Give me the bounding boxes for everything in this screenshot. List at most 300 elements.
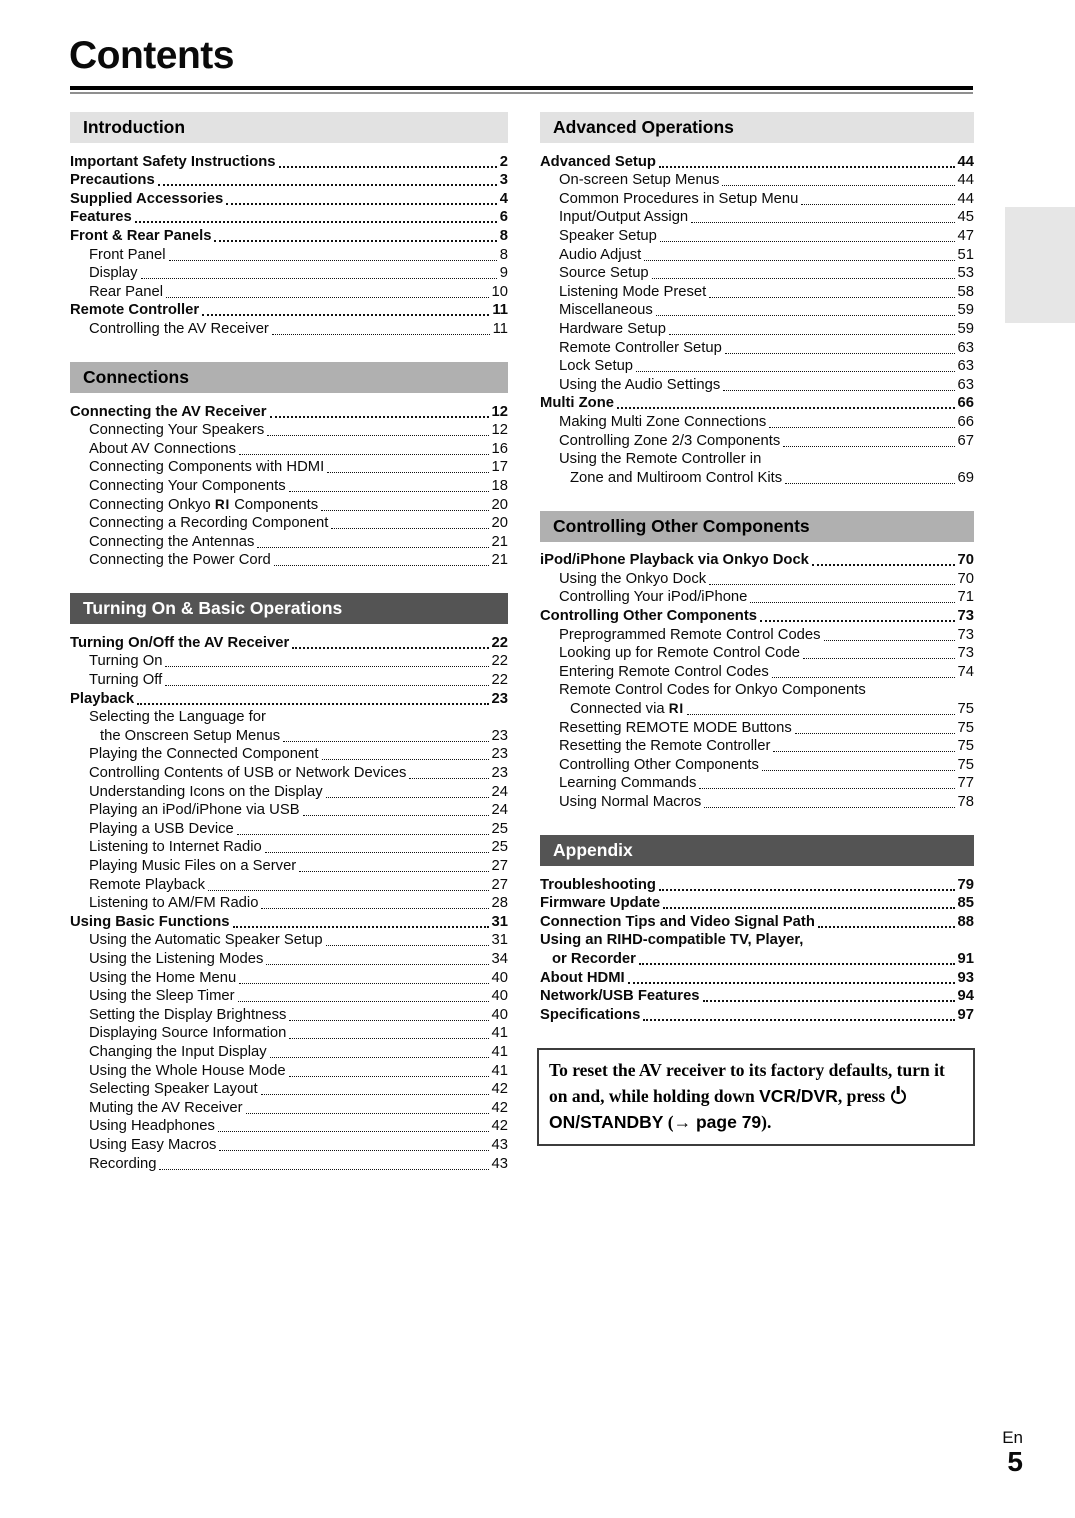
toc-entry bbox=[70, 1061, 508, 1080]
dot-leader bbox=[233, 926, 489, 928]
toc-entry bbox=[540, 931, 974, 950]
toc-page-number: 85 bbox=[957, 895, 974, 912]
toc-entry bbox=[540, 245, 974, 264]
arrow-icon: → bbox=[673, 1112, 696, 1132]
dot-leader bbox=[239, 983, 488, 984]
toc-entry-text: Common Procedures in Setup Menu bbox=[559, 190, 799, 207]
dot-leader bbox=[274, 565, 489, 566]
toc-page-number: 44 bbox=[957, 172, 974, 189]
toc-entry-text: Advanced Setup bbox=[540, 153, 656, 170]
toc-entry-text: Playing an iPod/iPhone via USB bbox=[89, 802, 300, 819]
dot-leader bbox=[659, 889, 955, 891]
toc-page-number: 77 bbox=[957, 775, 974, 792]
toc-entry-text bbox=[89, 496, 318, 514]
toc-entry-text: Hardware Setup bbox=[559, 320, 666, 337]
toc-entry bbox=[70, 152, 508, 171]
toc-entry bbox=[70, 931, 508, 950]
section-header-controlling-other-components: Controlling Other Components bbox=[540, 511, 974, 542]
toc-entry bbox=[70, 476, 508, 495]
toc-page-number: 12 bbox=[491, 403, 508, 420]
toc-page-number: 59 bbox=[957, 302, 974, 319]
dot-leader bbox=[762, 770, 955, 771]
dot-leader bbox=[723, 390, 954, 391]
toc-page-number: 28 bbox=[491, 895, 508, 912]
toc-entry-text: Selecting Speaker Layout bbox=[89, 1081, 258, 1098]
dot-leader bbox=[214, 240, 496, 242]
toc-entry bbox=[70, 319, 508, 338]
toc-list-advanced-operations bbox=[540, 152, 974, 487]
toc-entry-text: Controlling Contents of USB or Network Devices bbox=[89, 765, 407, 782]
toc-entry bbox=[70, 726, 508, 745]
note-text-part: To reset the AV receiver to its factory defaults, turn it on and, while holding down bbox=[549, 1060, 945, 1106]
dot-leader bbox=[769, 427, 954, 428]
dot-leader bbox=[760, 620, 955, 622]
toc-entry-text: Using Normal Macros bbox=[559, 794, 702, 810]
toc-entry-text: Displaying Source Information bbox=[89, 1025, 287, 1042]
toc-page-number: 9 bbox=[499, 265, 508, 282]
toc-entry bbox=[70, 652, 508, 671]
note-text-part: ( bbox=[663, 1112, 674, 1132]
toc-entry bbox=[540, 152, 974, 171]
dot-leader bbox=[652, 278, 955, 279]
dot-leader bbox=[202, 314, 489, 316]
toc-entry bbox=[70, 226, 508, 245]
dot-leader bbox=[165, 666, 488, 667]
toc-page-number: 93 bbox=[957, 969, 974, 986]
toc-page-number: 42 bbox=[491, 1081, 508, 1098]
dot-leader bbox=[824, 640, 955, 641]
footer-page-number: 5 bbox=[1007, 1446, 1023, 1477]
toc-entry bbox=[70, 171, 508, 190]
note-text-part: ON/STANDBY bbox=[549, 1112, 664, 1132]
dot-leader bbox=[266, 964, 488, 965]
toc-page-number: 20 bbox=[491, 496, 508, 513]
toc-entry-text: Listening to AM/FM Radio bbox=[89, 895, 259, 912]
toc-list-controlling-other-components bbox=[540, 551, 974, 811]
toc-entry bbox=[540, 171, 974, 190]
toc-entry-text: Connecting Your Components bbox=[89, 477, 286, 494]
toc-entry bbox=[540, 912, 974, 931]
toc-entry bbox=[540, 774, 974, 793]
toc-entry bbox=[70, 1005, 508, 1024]
toc-entry-text: Network/USB Features bbox=[540, 988, 700, 1005]
toc-entry bbox=[540, 681, 974, 700]
dot-leader bbox=[289, 491, 489, 492]
toc-entry-text: Connecting Components with HDMI bbox=[89, 459, 325, 476]
toc-entry-text: Features bbox=[70, 209, 132, 226]
dot-leader bbox=[272, 334, 490, 335]
toc-entry bbox=[70, 670, 508, 689]
toc-page-number: 71 bbox=[957, 589, 974, 606]
dot-leader bbox=[687, 714, 955, 715]
dot-leader bbox=[639, 963, 955, 965]
toc-entry-text: Connecting the AV Receiver bbox=[70, 403, 267, 420]
toc-entry-text: Learning Commands bbox=[559, 775, 697, 792]
toc-page-number: 42 bbox=[491, 1118, 508, 1135]
section-thumb-tab bbox=[1005, 207, 1075, 323]
toc-entry-text: Preprogrammed Remote Control Codes bbox=[559, 626, 821, 643]
toc-page-number: 24 bbox=[491, 783, 508, 800]
toc-entry-text: Audio Adjust bbox=[559, 246, 642, 263]
toc-entry-text: Connection Tips and Video Signal Path bbox=[540, 913, 815, 930]
dot-leader bbox=[279, 166, 497, 168]
toc-entry bbox=[70, 745, 508, 764]
toc-entry-text: Display bbox=[89, 265, 138, 282]
toc-entry-text: Turning Off bbox=[89, 672, 163, 689]
toc-entry-text: Using the Onkyo Dock bbox=[559, 570, 707, 587]
dot-leader bbox=[303, 815, 489, 816]
toc-entry-text: Controlling the AV Receiver bbox=[89, 320, 269, 337]
toc-page-number: 78 bbox=[957, 794, 974, 810]
toc-entry-text: Troubleshooting bbox=[540, 876, 656, 893]
toc-entry-text: Using the Home Menu bbox=[89, 969, 237, 986]
page-footer bbox=[1002, 1428, 1023, 1477]
dot-leader bbox=[289, 1076, 489, 1077]
dot-leader bbox=[165, 685, 488, 686]
toc-entry bbox=[70, 968, 508, 987]
toc-page-number: 47 bbox=[957, 227, 974, 244]
toc-entry-text: Precautions bbox=[70, 172, 155, 189]
toc-entry-text: Lock Setup bbox=[559, 358, 634, 375]
toc-page-number: 23 bbox=[491, 746, 508, 763]
toc-entry bbox=[540, 412, 974, 431]
toc-entry-text: Resetting the Remote Controller bbox=[559, 738, 771, 755]
toc-page-number: 24 bbox=[491, 802, 508, 819]
dot-leader bbox=[261, 1094, 489, 1095]
toc-entry bbox=[540, 551, 974, 570]
dot-leader bbox=[663, 907, 954, 909]
dot-leader bbox=[166, 297, 489, 298]
toc-entry-text: Connecting a Recording Component bbox=[89, 515, 329, 532]
dot-leader bbox=[261, 908, 488, 909]
toc-entry-text: Turning On bbox=[89, 653, 163, 670]
toc-entry bbox=[540, 894, 974, 913]
toc-entry-text: Understanding Icons on the Display bbox=[89, 783, 323, 800]
toc-page-number: 12 bbox=[491, 422, 508, 439]
toc-page-number: 41 bbox=[491, 1025, 508, 1042]
dot-leader bbox=[226, 203, 497, 205]
dot-leader bbox=[750, 602, 954, 603]
dot-leader bbox=[644, 260, 954, 261]
toc-entry-text: Using the Automatic Speaker Setup bbox=[89, 932, 323, 949]
toc-entry-text: Remote Control Codes for Onkyo Components bbox=[559, 682, 866, 699]
toc-page-number: 43 bbox=[491, 1136, 508, 1153]
dot-leader bbox=[656, 315, 955, 316]
toc-entry-text: Supplied Accessories bbox=[70, 190, 224, 207]
toc-entry-text: Input/Output Assign bbox=[559, 209, 689, 226]
toc-entry-text: or Recorder bbox=[552, 950, 636, 967]
toc-entry bbox=[70, 189, 508, 208]
dot-leader bbox=[818, 926, 955, 928]
toc-entry bbox=[70, 551, 508, 570]
toc-entry bbox=[70, 264, 508, 283]
dot-leader bbox=[326, 945, 489, 946]
title-rule-thick bbox=[70, 86, 973, 90]
dot-leader bbox=[795, 733, 955, 734]
toc-entry-text: Using an RIHD-compatible TV, Player, bbox=[540, 932, 804, 949]
title-rule-thin bbox=[70, 92, 973, 94]
toc-entry bbox=[540, 431, 974, 450]
toc-left-column bbox=[70, 112, 508, 1197]
dot-leader bbox=[331, 528, 488, 529]
toc-page-number: 43 bbox=[491, 1155, 508, 1172]
toc-entry bbox=[70, 421, 508, 440]
dot-leader bbox=[704, 807, 954, 808]
toc-page-number: 41 bbox=[491, 1062, 508, 1079]
toc-page-number: 10 bbox=[491, 283, 508, 300]
toc-entry-text: Selecting the Language for bbox=[89, 709, 266, 726]
dot-leader bbox=[636, 371, 954, 372]
toc-entry bbox=[70, 763, 508, 782]
dot-leader bbox=[691, 222, 954, 223]
toc-entry bbox=[70, 514, 508, 533]
toc-list-basic-operations bbox=[70, 633, 508, 1172]
toc-entry bbox=[540, 792, 974, 811]
toc-page-number: 40 bbox=[491, 969, 508, 986]
toc-entry-text: Multi Zone bbox=[540, 395, 614, 412]
toc-entry bbox=[70, 1080, 508, 1099]
toc-page-number: 25 bbox=[491, 839, 508, 856]
toc-entry bbox=[540, 737, 974, 756]
toc-entry bbox=[540, 644, 974, 663]
toc-entry bbox=[540, 662, 974, 681]
dot-leader bbox=[289, 1038, 488, 1039]
toc-entry bbox=[540, 189, 974, 208]
toc-entry bbox=[70, 633, 508, 652]
toc-entry bbox=[540, 588, 974, 607]
toc-page-number: 21 bbox=[491, 552, 508, 569]
toc-entry-text: Using the Remote Controller in bbox=[559, 451, 762, 468]
toc-entry bbox=[70, 495, 508, 514]
dot-leader bbox=[709, 584, 954, 585]
toc-entry bbox=[540, 987, 974, 1006]
toc-entry bbox=[540, 282, 974, 301]
toc-entry-text: Zone and Multiroom Control Kits bbox=[570, 469, 783, 486]
section-header-basic-operations: Turning On & Basic Operations bbox=[70, 593, 508, 624]
toc-entry-text: Using Easy Macros bbox=[89, 1136, 217, 1153]
toc-entry bbox=[70, 458, 508, 477]
toc-entry bbox=[70, 282, 508, 301]
dot-leader bbox=[237, 834, 489, 835]
section-appendix bbox=[540, 835, 974, 1024]
toc-page-number: 75 bbox=[957, 701, 974, 718]
toc-page-number: 66 bbox=[957, 395, 974, 412]
toc-page-number: 34 bbox=[491, 950, 508, 967]
toc-entry bbox=[70, 1024, 508, 1043]
toc-entry-text: Playing Music Files on a Server bbox=[89, 858, 297, 874]
toc-entry-text: Changing the Input Display bbox=[89, 1043, 267, 1060]
toc-list-appendix bbox=[540, 875, 974, 1024]
toc-entry bbox=[70, 402, 508, 421]
toc-page-number: 88 bbox=[957, 913, 974, 930]
toc-entry-text: iPod/iPhone Playback via Onkyo Dock bbox=[540, 552, 809, 569]
factory-reset-note bbox=[537, 1048, 975, 1146]
toc-entry bbox=[540, 949, 974, 968]
dot-leader bbox=[239, 454, 489, 455]
toc-entry-text: Speaker Setup bbox=[559, 227, 657, 244]
toc-page-number: 42 bbox=[491, 1099, 508, 1116]
toc-entry-text: Remote Playback bbox=[89, 876, 205, 893]
section-advanced-operations bbox=[540, 112, 974, 487]
toc-page-number: 21 bbox=[491, 533, 508, 550]
toc-entry-text: Muting the AV Receiver bbox=[89, 1099, 243, 1116]
toc-page-number: 75 bbox=[957, 756, 974, 773]
dot-leader bbox=[659, 166, 955, 168]
toc-page-number: 11 bbox=[492, 302, 508, 319]
dot-leader bbox=[722, 185, 954, 186]
toc-entry bbox=[540, 1005, 974, 1024]
note-text-part: , press bbox=[837, 1086, 890, 1106]
toc-entry-text: Setting the Display Brightness bbox=[89, 1006, 287, 1023]
toc-list-introduction bbox=[70, 152, 508, 338]
toc-page-number: 44 bbox=[957, 190, 974, 207]
toc-entry-text bbox=[570, 700, 684, 718]
toc-page-number: 73 bbox=[957, 608, 974, 625]
toc-entry bbox=[70, 1042, 508, 1061]
toc-entry bbox=[70, 875, 508, 894]
toc-entry bbox=[540, 338, 974, 357]
toc-text-part: Components bbox=[230, 496, 319, 513]
dot-leader bbox=[643, 1019, 954, 1021]
toc-entry-text: Entering Remote Control Codes bbox=[559, 663, 769, 680]
toc-entry bbox=[70, 1154, 508, 1173]
toc-page-number: 74 bbox=[957, 663, 974, 680]
dot-leader bbox=[783, 446, 954, 447]
dot-leader bbox=[699, 788, 954, 789]
dot-leader bbox=[257, 547, 488, 548]
toc-page-number: 22 bbox=[491, 653, 508, 670]
toc-page-number: 23 bbox=[491, 727, 508, 744]
toc-page-number: 66 bbox=[957, 413, 974, 430]
dot-leader bbox=[289, 1020, 488, 1021]
toc-page-number: 63 bbox=[957, 358, 974, 375]
toc-entry bbox=[70, 208, 508, 227]
toc-list-connections bbox=[70, 402, 508, 569]
toc-entry bbox=[70, 894, 508, 913]
dot-leader bbox=[270, 1057, 489, 1058]
toc-entry-text: Using the Listening Modes bbox=[89, 950, 264, 967]
toc-text-part: Connecting Onkyo bbox=[89, 496, 215, 513]
dot-leader bbox=[219, 1150, 488, 1151]
toc-page-number: 75 bbox=[957, 738, 974, 755]
toc-page-number: 70 bbox=[957, 552, 974, 569]
toc-entry bbox=[540, 394, 974, 413]
toc-entry-text: Making Multi Zone Connections bbox=[559, 413, 767, 430]
toc-entry bbox=[70, 856, 508, 875]
toc-page-number: 73 bbox=[957, 645, 974, 662]
dot-leader bbox=[617, 407, 955, 409]
dot-leader bbox=[803, 658, 955, 659]
section-basic-operations bbox=[70, 593, 508, 1172]
toc-entry-text: Specifications bbox=[540, 1006, 641, 1023]
toc-page-number: 31 bbox=[491, 913, 508, 930]
toc-page-number: 53 bbox=[957, 265, 974, 282]
toc-entry bbox=[70, 819, 508, 838]
ri-logo: RI bbox=[214, 496, 231, 512]
page-title: Contents bbox=[69, 34, 234, 77]
toc-page-number: 22 bbox=[491, 672, 508, 689]
dot-leader bbox=[322, 759, 489, 760]
dot-leader bbox=[246, 1113, 489, 1114]
dot-leader bbox=[321, 510, 488, 511]
dot-leader bbox=[169, 260, 497, 261]
toc-page-number: 51 bbox=[957, 246, 974, 263]
toc-entry bbox=[70, 689, 508, 708]
toc-page-number: 8 bbox=[499, 246, 508, 263]
toc-page-number: 40 bbox=[491, 1006, 508, 1023]
section-header-advanced-operations: Advanced Operations bbox=[540, 112, 974, 143]
toc-entry bbox=[70, 532, 508, 551]
toc-entry bbox=[540, 699, 974, 718]
dot-leader bbox=[137, 703, 488, 705]
toc-entry-text: Front Panel bbox=[89, 246, 166, 263]
power-icon bbox=[891, 1089, 906, 1104]
dot-leader bbox=[218, 1131, 489, 1132]
toc-page-number: 6 bbox=[499, 209, 508, 226]
toc-entry bbox=[70, 801, 508, 820]
toc-entry-text: Turning On/Off the AV Receiver bbox=[70, 634, 290, 651]
toc-entry-text: Important Safety Instructions bbox=[70, 153, 276, 170]
toc-page-number: 2 bbox=[499, 153, 508, 170]
dot-leader bbox=[812, 564, 955, 566]
toc-entry bbox=[70, 1135, 508, 1154]
toc-entry bbox=[70, 439, 508, 458]
toc-text-part: Connected via bbox=[570, 701, 669, 718]
toc-entry bbox=[70, 245, 508, 264]
toc-entry bbox=[540, 375, 974, 394]
toc-entry bbox=[70, 1098, 508, 1117]
toc-entry bbox=[70, 708, 508, 727]
toc-entry bbox=[540, 718, 974, 737]
toc-entry-text: Source Setup bbox=[559, 265, 649, 282]
toc-page-number: 40 bbox=[491, 988, 508, 1005]
toc-entry bbox=[540, 226, 974, 245]
dot-leader bbox=[725, 353, 955, 354]
toc-entry bbox=[70, 987, 508, 1006]
toc-entry-text: Using Basic Functions bbox=[70, 913, 230, 930]
toc-entry-text: Using the Whole House Mode bbox=[89, 1062, 286, 1079]
footer-language-label: En bbox=[1002, 1428, 1023, 1447]
toc-entry-text: Remote Controller bbox=[70, 302, 200, 319]
dot-leader bbox=[801, 204, 954, 205]
dot-leader bbox=[141, 278, 497, 279]
toc-page-number: 8 bbox=[499, 227, 508, 244]
toc-page-number: 41 bbox=[491, 1043, 508, 1060]
toc-entry bbox=[540, 569, 974, 588]
toc-entry bbox=[540, 357, 974, 376]
toc-entry bbox=[540, 208, 974, 227]
toc-entry-text: Playing a USB Device bbox=[89, 820, 234, 837]
dot-leader bbox=[327, 472, 488, 473]
toc-entry bbox=[70, 912, 508, 931]
toc-page-number: 70 bbox=[957, 570, 974, 587]
toc-entry bbox=[540, 755, 974, 774]
toc-entry bbox=[540, 301, 974, 320]
toc-page-number: 27 bbox=[491, 876, 508, 893]
toc-entry-text: Connecting the Antennas bbox=[89, 533, 255, 550]
dot-leader bbox=[669, 334, 955, 335]
title-rule bbox=[70, 86, 973, 94]
toc-page-number: 27 bbox=[491, 858, 508, 874]
toc-page-number: 75 bbox=[957, 719, 974, 736]
dot-leader bbox=[299, 871, 488, 872]
toc-page-number: 23 bbox=[491, 690, 508, 707]
section-header-connections: Connections bbox=[70, 362, 508, 393]
toc-entry-text: Controlling Other Components bbox=[540, 608, 758, 625]
dot-leader bbox=[292, 647, 488, 649]
toc-entry-text: the Onscreen Setup Menus bbox=[100, 727, 281, 744]
toc-entry-text: Listening Mode Preset bbox=[559, 283, 707, 300]
